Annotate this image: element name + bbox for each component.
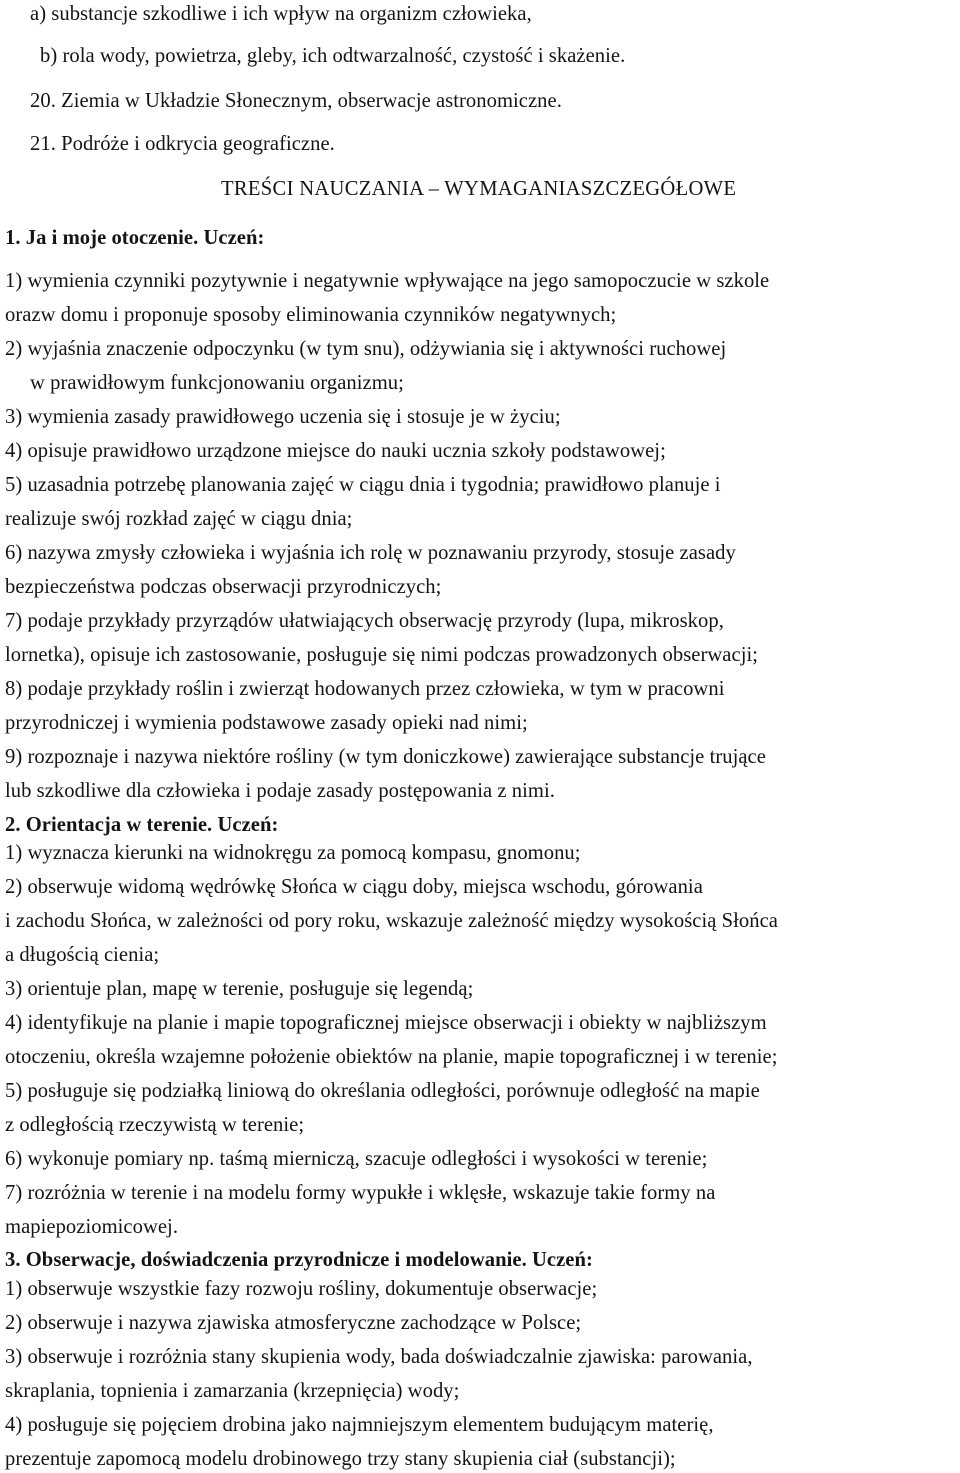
s3-line: 1) obserwuje wszystkie fazy rozwoju rośliny, dokumentuje obserwacje; xyxy=(5,1278,598,1300)
s2-line: 3) orientuje plan, mapę w terenie, posługuje się legendą; xyxy=(5,978,474,1000)
intro-item-20: 20. Ziemia w Układzie Słonecznym, obserwacje astronomiczne. xyxy=(30,90,562,112)
s2-line: 5) posługuje się podziałką liniową do określania odległości, porównuje odległość na mapie xyxy=(5,1080,760,1102)
s1-line: 2) wyjaśnia znaczenie odpoczynku (w tym snu), odżywiania się i aktywności ruchowej xyxy=(5,338,727,360)
s1-line: bezpieczeństwa podczas obserwacji przyrodniczych; xyxy=(5,576,442,598)
s2-line: z odległością rzeczywistą w terenie; xyxy=(5,1114,305,1136)
s2-line: 7) rozróżnia w terenie i na modelu formy wypukłe i wklęsłe, wskazuje takie formy na xyxy=(5,1182,716,1204)
s2-line: 2) obserwuje widomą wędrówkę Słońca w ciągu doby, miejsca wschodu, górowania xyxy=(5,876,703,898)
s1-line: 6) nazywa zmysły człowieka i wyjaśnia ich rolę w poznawaniu przyrody, stosuje zasady xyxy=(5,542,736,564)
s1-line: lornetka), opisuje ich zastosowanie, posługuje się nimi podczas prowadzonych obserwacji; xyxy=(5,644,759,666)
section-2-title: 2. Orientacja w terenie. Uczeń: xyxy=(5,814,279,836)
s1-line: 7) podaje przykłady przyrządów ułatwiających obserwację przyrody (lupa, mikroskop, xyxy=(5,610,724,632)
s2-line: 6) wykonuje pomiary np. taśmą mierniczą, szacuje odległości i wysokości w terenie; xyxy=(5,1148,708,1170)
section-3-title: 3. Obserwacje, doświadczenia przyrodnicze i modelowanie. Uczeń: xyxy=(5,1249,593,1271)
intro-item-a: a) substancje szkodliwe i ich wpływ na organizm człowieka, xyxy=(30,3,532,25)
section-1-title: 1. Ja i moje otoczenie. Uczeń: xyxy=(5,227,265,249)
s3-line: skraplania, topnienia i zamarzania (krzepnięcia) wody; xyxy=(5,1380,460,1402)
s1-line: 3) wymienia zasady prawidłowego uczenia się i stosuje je w życiu; xyxy=(5,406,561,428)
s1-line: przyrodniczej i wymienia podstawowe zasady opieki nad nimi; xyxy=(5,712,528,734)
s3-line: 3) obserwuje i rozróżnia stany skupienia wody, bada doświadczalnie zjawiska: parowania, xyxy=(5,1346,753,1368)
s1-line: orazw domu i proponuje sposoby eliminowania czynników negatywnych; xyxy=(5,304,617,326)
s2-line: 1) wyznacza kierunki na widnokręgu za pomocą kompasu, gnomonu; xyxy=(5,842,581,864)
s1-line: 9) rozpoznaje i nazywa niektóre rośliny (w tym doniczkowe) zawierające substancje trujące xyxy=(5,746,766,768)
s1-line: lub szkodliwe dla człowieka i podaje zasady postępowania z nimi. xyxy=(5,780,555,802)
s2-line: 4) identyfikuje na planie i mapie topograficznej miejsce obserwacji i obiekty w najbliższym xyxy=(5,1012,767,1034)
s1-line: 1) wymienia czynniki pozytywnie i negatywnie wpływające na jego samopoczucie w szkole xyxy=(5,270,770,292)
section-header: TREŚCI NAUCZANIA – WYMAGANIASZCZEGÓŁOWE xyxy=(221,178,737,200)
intro-item-21: 21. Podróże i odkrycia geograficzne. xyxy=(30,133,335,155)
s2-line: mapiepoziomicowej. xyxy=(5,1216,179,1238)
s1-line: realizuje swój rozkład zajęć w ciągu dnia; xyxy=(5,508,353,530)
s2-line: otoczeniu, określa wzajemne położenie obiektów na planie, mapie topograficznej i w terenie; xyxy=(5,1046,778,1068)
intro-item-b: b) rola wody, powietrza, gleby, ich odtwarzalność, czystość i skażenie. xyxy=(40,45,626,67)
s2-line: i zachodu Słońca, w zależności od pory roku, wskazuje zależność między wysokością Słońca xyxy=(5,910,778,932)
s3-line: prezentuje zapomocą modelu drobinowego trzy stany skupienia ciał (substancji); xyxy=(5,1448,676,1470)
s3-line: 4) posługuje się pojęciem drobina jako najmniejszym elementem budującym materię, xyxy=(5,1414,714,1436)
s2-line: a długością cienia; xyxy=(5,944,160,966)
s1-line: 8) podaje przykłady roślin i zwierząt hodowanych przez człowieka, w tym w pracowni xyxy=(5,678,725,700)
s1-line: 4) opisuje prawidłowo urządzone miejsce do nauki ucznia szkoły podstawowej; xyxy=(5,440,666,462)
s1-line: w prawidłowym funkcjonowaniu organizmu; xyxy=(30,372,404,394)
s1-line: 5) uzasadnia potrzebę planowania zajęć w ciągu dnia i tygodnia; prawidłowo planuje i xyxy=(5,474,721,496)
s3-line: 2) obserwuje i nazywa zjawiska atmosferyczne zachodzące w Polsce; xyxy=(5,1312,582,1334)
